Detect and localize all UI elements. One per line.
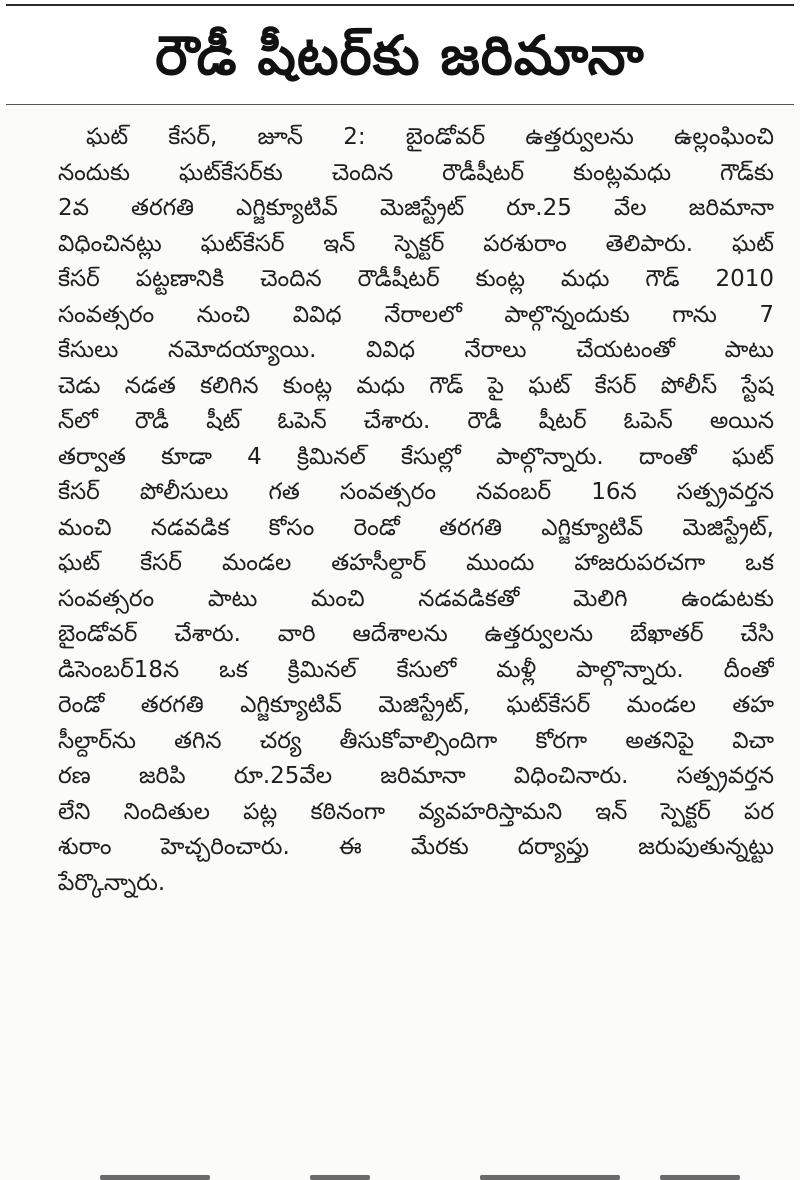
article-line: డిసెంబర్18న ఒక క్రిమినల్ కేసులో మళ్లీ పాల్గొన్నారు. దీంతో [58, 656, 774, 683]
article-line: రెండో తరగతి ఎగ్జిక్యూటివ్ మెజిస్ట్రేట్, ఘట్‌కేసర్ మండల తహ [58, 692, 774, 718]
article-line: పేర్కొన్నారు. [58, 869, 166, 896]
article-line: కేసర్ పోలీసులు గత సంవత్సరం నవంబర్ 16న సత్ప్రవర్తన [58, 479, 774, 505]
article-line: 2వ తరగతి ఎగ్జిక్యూటివ్ మెజిస్ట్రేట్ రూ.25 వేల జరిమానా [58, 195, 774, 221]
article-line: విధించినట్లు ఘట్‌కేసర్ ఇన్ స్పెక్టర్ పరశురాం తెలిపారు. ఘట్ [58, 230, 774, 257]
article-line: చెడు నడత కలిగిన కుంట్ల మధు గౌడ్ పై ఘట్ కేసర్ పోలీస్ స్టేష [58, 372, 774, 399]
cropped-glyph-fragment [660, 1175, 740, 1180]
cropped-glyph-fragment [100, 1175, 210, 1180]
cropped-glyph-fragment [310, 1175, 370, 1180]
headline-rule [6, 104, 794, 105]
article-line: సీల్దార్‌ను తగిన చర్య తీసుకోవాల్సిందిగా కోరగా అతనిపై విచా [58, 727, 774, 754]
article-line: మంచి నడవడిక కోసం రెండో తరగతి ఎగ్జిక్యూటివ్ మెజిస్ట్రేట్, [58, 514, 774, 541]
article-line: సంవత్సరం నుంచి వివిధ నేరాలలో పాల్గొన్నందుకు గాను 7 [58, 301, 774, 328]
headline: రౌడీ షీటర్‌కు జరిమానా [155, 24, 645, 87]
headline-band [0, 0, 800, 104]
article-line: సంవత్సరం పాటు మంచి నడవడికతో మెలిగి ఉండుటకు [58, 585, 774, 612]
article-body [58, 120, 774, 1160]
article-line: రణ జరిపి రూ.25వేల జరిమానా విధించినారు. సత్ప్రవర్తన [58, 763, 774, 789]
article-line: కేసర్ పట్టణానికి చెందిన రౌడీషీటర్ కుంట్ల మధు గౌడ్ 2010 [58, 266, 774, 292]
article-line: నందుకు ఘట్‌కేసర్‌కు చెందిన రౌడీషీటర్ కుంట్లమధు గౌడ్‌కు [58, 159, 774, 186]
article-line: న్‌లో రౌడీ షీట్ ఓపెన్ చేశారు. రౌడీ షీటర్ ఓపెన్ అయిన [58, 408, 774, 434]
article-line: లేని నిందితుల పట్ల కఠినంగా వ్యవహరిస్తామని ఇన్ స్పెక్టర్ పర [58, 798, 774, 825]
top-rule [6, 4, 794, 6]
article-line: కేసులు నమోదయ్యాయి. వివిధ నేరాలు చేయటంతో పాటు [58, 337, 774, 363]
cropped-glyph-fragment [480, 1175, 620, 1180]
article-line: తర్వాత కూడా 4 క్రిమినల్ కేసుల్లో పాల్గొన్నారు. దాంతో ఘట్ [58, 443, 774, 470]
article-line: ఘట్ కేసర్, జూన్ 2: బైండోవర్ ఉత్తర్వులను ఉల్లంఘించి [86, 124, 774, 150]
cropped-next-line [60, 1172, 760, 1180]
article-line: ఘట్ కేసర్ మండల తహసీల్దార్ ముందు హాజరుపరచగా ఒక [58, 550, 774, 576]
article-line: శురాం హెచ్చరించారు. ఈ మేరకు దర్యాప్తు జరుపుతున్నట్టు [58, 834, 774, 860]
article-line: బైండోవర్ చేశారు. వారి ఆదేశాలను ఉత్తర్వులను బేఖాతర్ చేసి [58, 621, 774, 647]
